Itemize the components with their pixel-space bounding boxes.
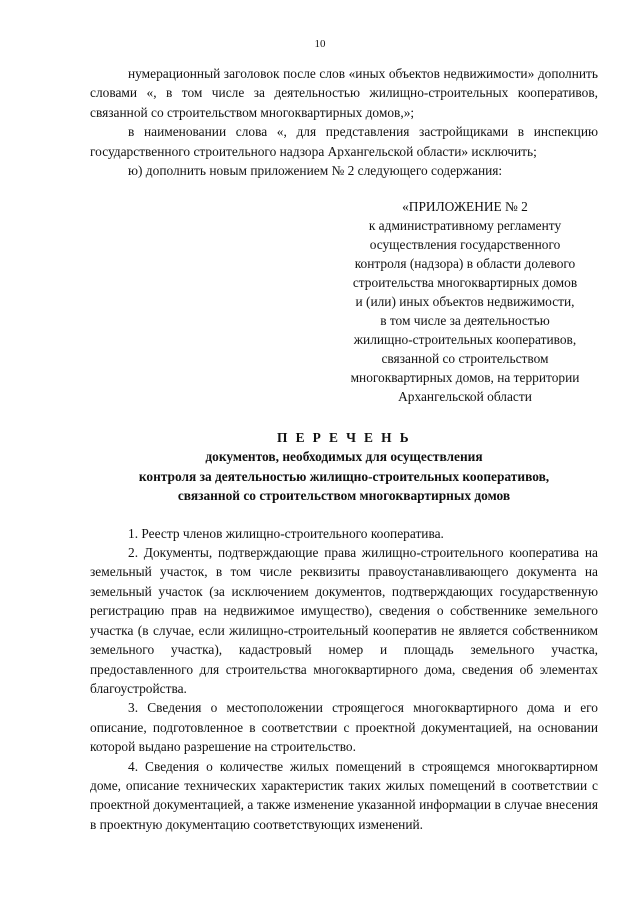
list-title: П Е Р Е Ч Е Н Ь xyxy=(277,430,411,446)
appendix-line: жилищно-строительных кооперативов, xyxy=(353,332,577,348)
appendix-line: к административному регламенту xyxy=(368,218,562,234)
appendix-line: и (или) иных объектов недвижимости, xyxy=(355,294,575,310)
appendix-line: «ПРИЛОЖЕНИЕ № 2 xyxy=(402,199,528,215)
appendix-heading xyxy=(334,197,596,406)
list-item: 4. Сведения о количестве жилых помещений в строящемся многоквартирном доме, описание технических характеристик таких жилых помещений в соответствии с проектной документацией, а также изменение указанной информации в случае внесения в проектную документацию соответствующих изменений. xyxy=(90,758,598,832)
appendix-line: осуществления государственного xyxy=(369,237,561,253)
list-subtitle xyxy=(90,447,598,505)
list-item: 3. Сведения о местоположении строящегося многоквартирного дома и его описание, подготовленное в соответствии с проектной документацией, на основании которой выдано разрешение на строительство. xyxy=(90,700,598,755)
appendix-line: строительства многоквартирных домов xyxy=(352,275,578,291)
list-subtitle-line: связанной со строительством многоквартирных домов xyxy=(177,488,511,504)
appendix-line: Архангельской области xyxy=(398,389,532,405)
intro-paragraph-3: ю) дополнить новым приложением № 2 следующего содержания: xyxy=(128,163,503,179)
list-subtitle-line: контроля за деятельностью жилищно-строительных кооперативов, xyxy=(138,468,550,484)
document-list xyxy=(90,524,598,835)
page-number: 10 xyxy=(314,38,326,50)
list-item: 2. Документы, подтверждающие права жилищно-строительного кооператива на земельный участок, в том числе реквизиты правоустанавливающего документа на земельный участок (за исключением документов, подтверждающих государственную регистрацию прав на недвижимое имущество), сведения о собственнике земельного участка (в случае, если жилищно-строительный кооператив не является собственником земельного участка), кадастровый номер и площадь земельного участка, предоставленного для строительства многоквартирного дома, сведения об элементах благоустройства. xyxy=(90,545,598,696)
intro-paragraph-1: нумерационный заголовок после слов «иных объектов недвижимости» дополнить словами «, в том числе за деятельностью жилищно-строительных кооперативов, связанной со строительством многоквартирных домов,»; xyxy=(90,66,598,120)
appendix-line: контроля (надзора) в области долевого xyxy=(354,256,576,272)
list-item: 1. Реестр членов жилищно-строительного кооператива. xyxy=(128,525,444,541)
appendix-line: связанной со строительством xyxy=(381,351,549,367)
list-subtitle-line: документов, необходимых для осуществления xyxy=(205,449,483,465)
appendix-line: в том числе за деятельностью xyxy=(380,313,550,329)
intro-paragraph-2: в наименовании слова «, для представления застройщиками в инспекцию государственного строительного надзора Архангельской области» исключить; xyxy=(90,124,598,159)
appendix-line: многоквартирных домов, на территории xyxy=(350,370,580,386)
document-body xyxy=(90,64,598,834)
